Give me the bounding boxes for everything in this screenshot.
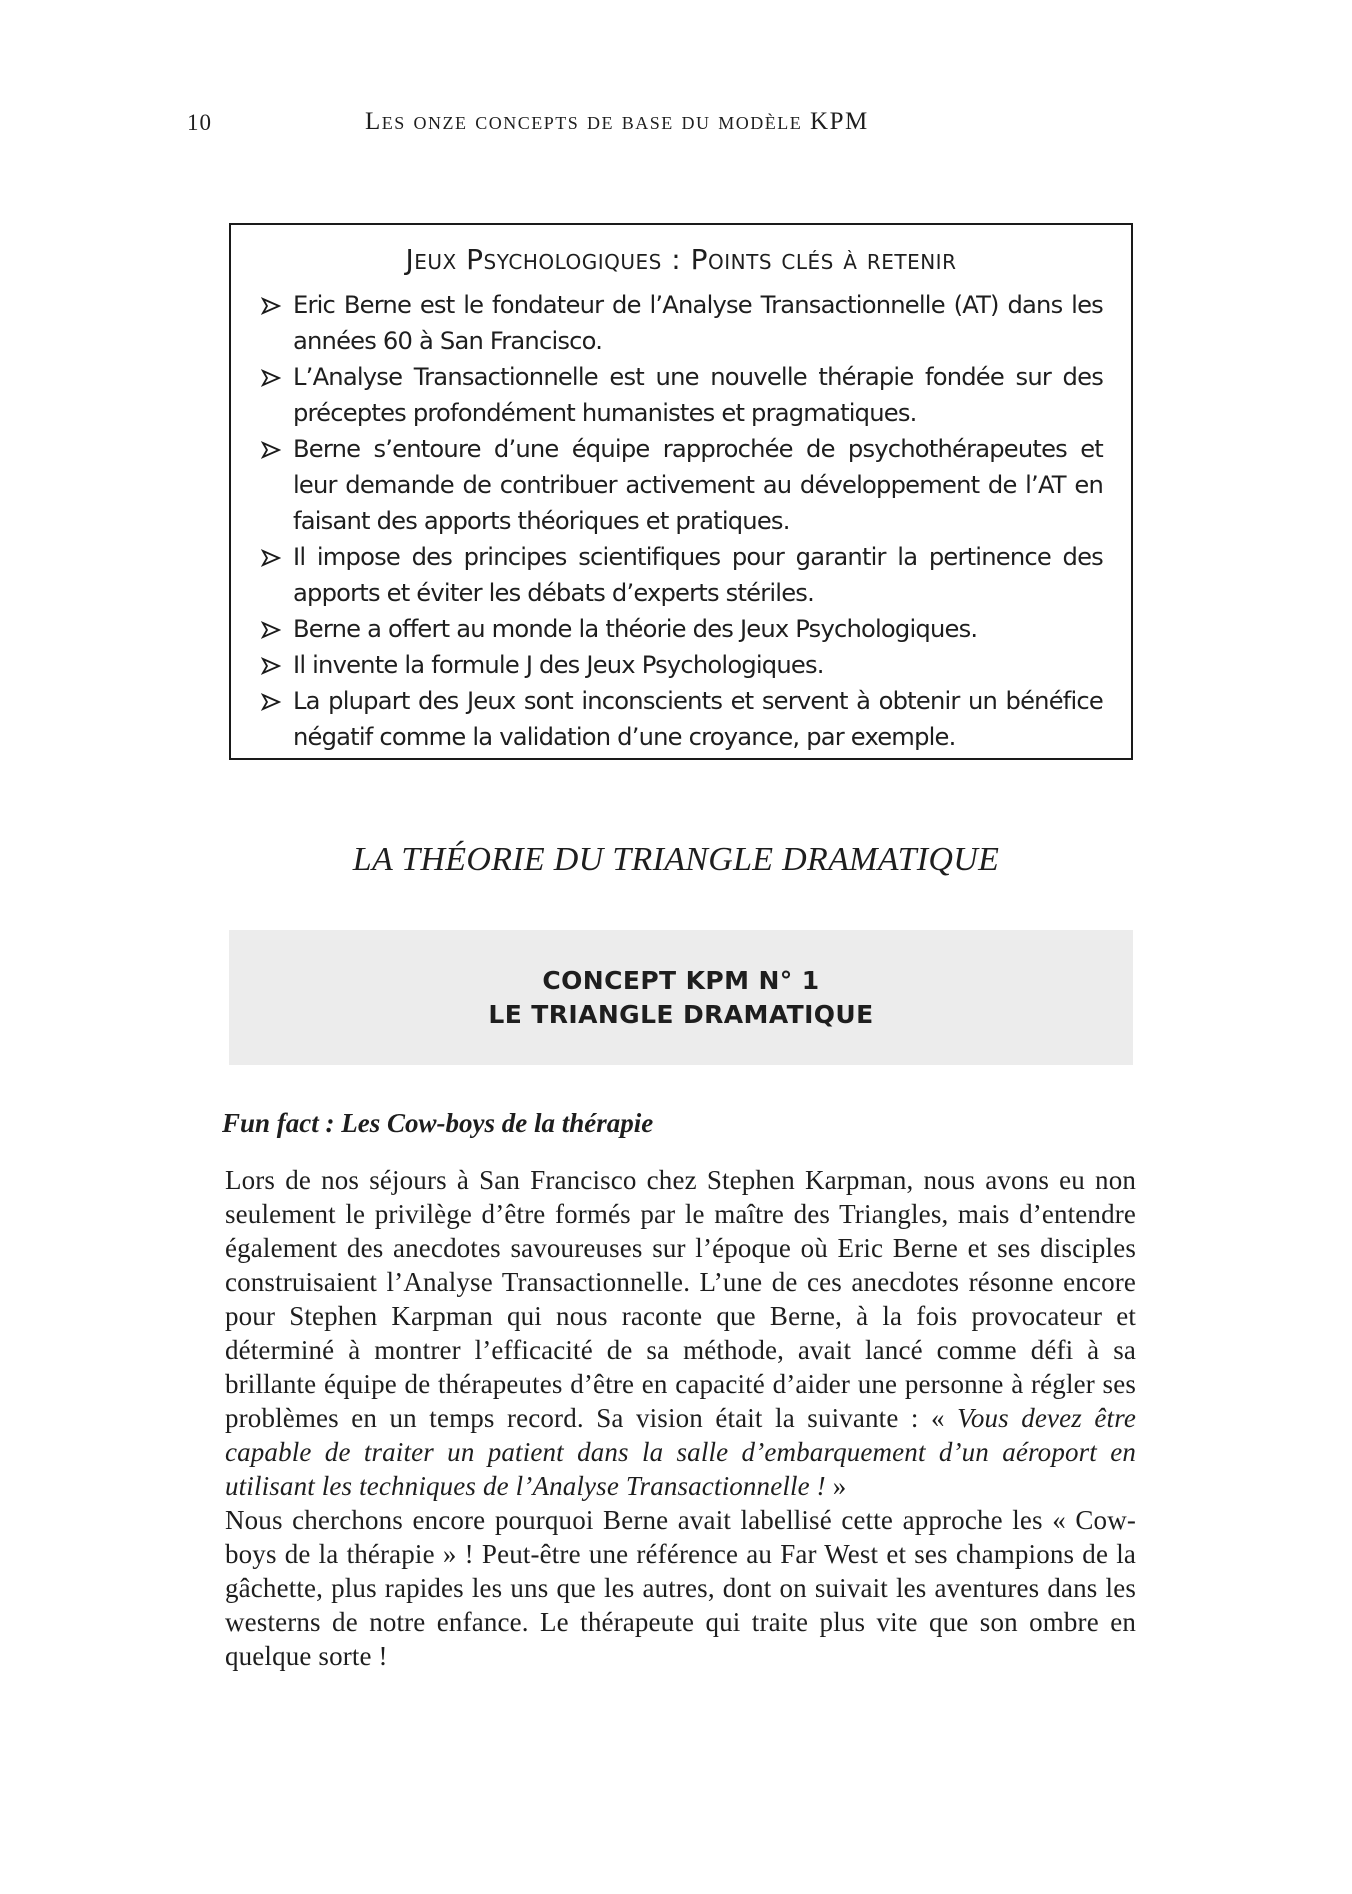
quote-close: » [825, 1471, 847, 1501]
list-item [261, 431, 1103, 539]
arrow-bullet-icon [261, 548, 281, 568]
list-item-text: Eric Berne est le fondateur de l’Analyse Transactionnelle (AT) dans les années 60 à San Francisco. [293, 291, 1103, 355]
arrow-bullet-icon [261, 620, 281, 640]
paragraph-text: Lors de nos séjours à San Francisco chez Stephen Karpman, nous avons eu non seulement le privilège d’être formés par le maître des Triangles, mais d’entendre également des anecdotes savoureuses sur l’époque où Eric Berne et ses disciples construisaient l’Analyse Transactionnelle. L’une de ces anecdotes résonne encore pour Stephen Karpman qui nous raconte que Berne, à la fois provocateur et déterminé à montrer l’efficacité de sa méthode, avait lancé comme défi à sa brillante équipe de thérapeutes d’être en capacité d’aider une personne à régler ses problèmes en un temps record. Sa vision était la suivante : « [225, 1165, 1136, 1433]
list-item-text: Il impose des principes scientifiques pour garantir la pertinence des apports et éviter les débats d’experts stériles. [293, 543, 1103, 607]
section-title: LA THÉORIE DU TRIANGLE DRAMATIQUE [352, 841, 1000, 878]
quote-text: Vous devez être capable de traiter un patient dans la salle d’embarquement d’un aéroport en utilisant les techniques de l’Analyse Transactionnelle ! [225, 1403, 1136, 1501]
concept-name: LE TRIANGLE DRAMATIQUE [488, 999, 874, 1029]
list-item [261, 539, 1103, 611]
paragraph: Nous cherchons encore pourquoi Berne avait labellisé cette approche les « Cow-boys de la thérapie » ! Peut-être une référence au Far West et ses champions de la gâchette, plus rapides les uns que les autres, dont on suivait les aventures dans les westerns de notre enfance. Le thérapeute qui traite plus vite que son ombre en quelque sorte ! [225, 1505, 1136, 1671]
arrow-bullet-icon [261, 296, 281, 316]
list-item [261, 287, 1103, 359]
list-item-text: La plupart des Jeux sont inconscients et servent à obtenir un bénéfice négatif comme la validation d’une croyance, par exemple. [293, 687, 1103, 751]
key-points-title: Jeux Psychologiques : Points clés à retenir [405, 243, 957, 276]
arrow-bullet-icon [261, 692, 281, 712]
running-title: Les onze concepts de base du modèle KPM [365, 108, 869, 135]
fun-fact-title: Fun fact : Les Cow-boys de la thérapie [222, 1108, 654, 1138]
list-item-text: Berne a offert au monde la théorie des Jeux Psychologiques. [293, 615, 978, 643]
list-item-text: L’Analyse Transactionnelle est une nouvelle thérapie fondée sur des préceptes profondément humanistes et pragmatiques. [293, 363, 1103, 427]
paragraph [225, 1163, 1136, 1503]
page-number: 10 [187, 110, 212, 135]
key-points-list [261, 287, 1103, 755]
list-item [261, 611, 1103, 647]
list-item [261, 647, 1103, 683]
body-text [225, 1163, 1136, 1673]
list-item [261, 683, 1103, 755]
concept-banner [229, 930, 1133, 1065]
list-item-text: Berne s’entoure d’une équipe rapprochée de psychothérapeutes et leur demande de contribuer activement au développement de l’AT en faisant des apports théoriques et pratiques. [293, 435, 1103, 535]
key-points-box [229, 223, 1133, 760]
list-item [261, 359, 1103, 431]
arrow-bullet-icon [261, 440, 281, 460]
arrow-bullet-icon [261, 656, 281, 676]
concept-number: CONCEPT KPM N° 1 [542, 965, 820, 995]
arrow-bullet-icon [261, 368, 281, 388]
list-item-text: Il invente la formule J des Jeux Psychologiques. [293, 651, 824, 679]
